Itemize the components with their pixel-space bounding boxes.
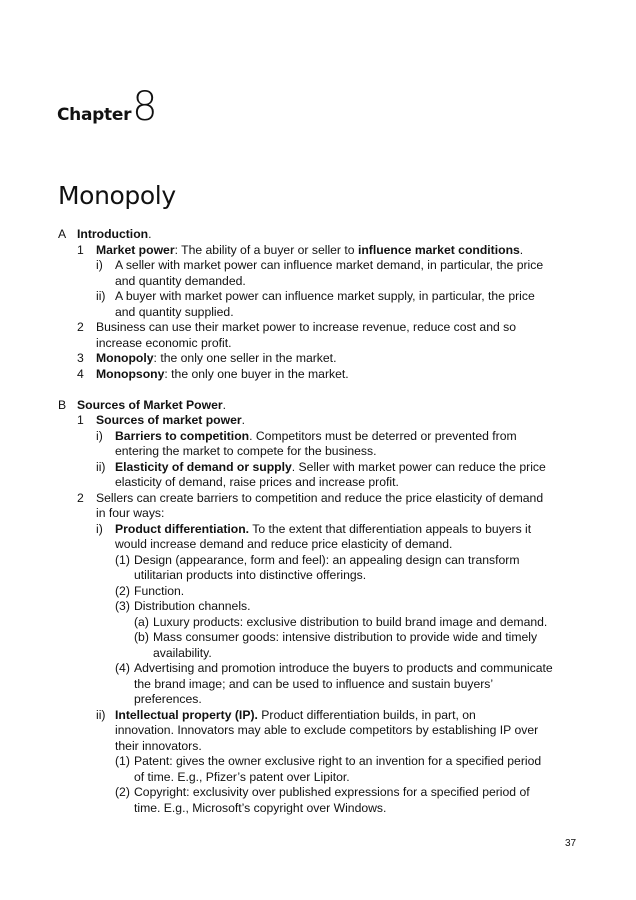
item-text: entering the market to compete for the business. xyxy=(115,444,377,458)
item-text: in four ways: xyxy=(96,506,165,520)
item-number: (2) xyxy=(115,583,130,598)
item-text: Copyright: exclusivity over published expressions for a specified period of xyxy=(134,785,530,799)
text-line xyxy=(0,506,636,522)
section-a-heading xyxy=(0,227,636,243)
page-title: Monopoly xyxy=(58,181,176,210)
list-item xyxy=(0,491,636,507)
list-item xyxy=(0,708,636,724)
text-line xyxy=(0,568,636,584)
section-title: Sources of Market Power xyxy=(77,397,223,412)
item-number: i) xyxy=(96,258,103,272)
item-number: 2 xyxy=(77,320,84,334)
list-item xyxy=(0,367,636,383)
item-number: ii) xyxy=(96,459,106,474)
text-line xyxy=(0,723,636,739)
term: Monopsony xyxy=(96,366,165,381)
bold-phrase: influence market conditions xyxy=(357,242,520,257)
text-line xyxy=(0,801,636,817)
item-text: the brand image; and can be used to influence and sustain buyers’ xyxy=(134,676,494,691)
item-number: 3 xyxy=(77,351,84,365)
item-text: Design (appearance, form and feel): an appealing design can transform xyxy=(134,552,520,567)
list-item xyxy=(0,661,636,677)
list-item xyxy=(0,429,636,445)
item-text: availability. xyxy=(153,645,212,660)
list-item xyxy=(0,615,636,631)
item-text: elasticity of demand, raise prices and increase profit. xyxy=(115,475,399,489)
section-label: A xyxy=(58,227,67,241)
document-body xyxy=(0,227,636,816)
item-text: . Competitors must be deterred or prevented from xyxy=(249,428,517,443)
text-line xyxy=(0,646,636,662)
item-text: and quantity supplied. xyxy=(115,304,234,319)
punctuation: . xyxy=(148,227,152,241)
item-number: i) xyxy=(96,521,103,536)
item-number: 4 xyxy=(77,366,84,381)
item-text: and quantity demanded. xyxy=(115,273,246,288)
text-line xyxy=(0,770,636,786)
page-number: 37 xyxy=(565,838,577,849)
list-item xyxy=(0,243,636,259)
term: Monopoly xyxy=(96,351,154,365)
punctuation: . xyxy=(222,397,227,412)
list-item xyxy=(0,351,636,367)
list-item xyxy=(0,599,636,615)
text-line xyxy=(0,739,636,755)
term: Intellectual property (IP). xyxy=(115,707,258,722)
item-text: : The ability of a buyer or seller to xyxy=(174,242,358,257)
item-text: Sellers can create barriers to competition and reduce the price elasticity of demand xyxy=(96,490,544,505)
item-text: Advertising and promotion introduce the buyers to products and communicate xyxy=(134,661,553,675)
term: Barriers to competition xyxy=(115,428,250,443)
item-number: (1) xyxy=(115,754,130,768)
item-text: : the only one buyer in the market. xyxy=(164,366,349,381)
term: Sources of market power xyxy=(96,413,242,427)
item-number: 1 xyxy=(77,413,84,427)
list-item xyxy=(0,289,636,305)
section-b-heading xyxy=(0,398,636,414)
term: Product differentiation. xyxy=(115,521,250,536)
item-number: (a) xyxy=(134,614,149,629)
list-item xyxy=(0,785,636,801)
text-line xyxy=(0,305,636,321)
item-text: A buyer with market power can influence market supply, in particular, the price xyxy=(115,289,535,303)
item-text: Distribution channels. xyxy=(134,599,251,613)
item-text: Business can use their market power to increase revenue, reduce cost and so xyxy=(96,320,517,334)
item-text: their innovators. xyxy=(115,738,202,753)
section-label: B xyxy=(58,397,67,412)
item-text: utilitarian products into distinctive offerings. xyxy=(134,568,367,582)
item-number: ii) xyxy=(96,289,106,303)
item-text: Patent: gives the owner exclusive right to an invention for a specified period xyxy=(134,754,542,768)
item-number: (b) xyxy=(134,630,149,644)
item-text: Product differentiation builds, in part, on xyxy=(257,707,476,722)
item-text: of time. E.g., Pfizer’s patent over Lipitor. xyxy=(134,769,350,784)
list-item xyxy=(0,413,636,429)
item-text: To the extent that differentiation appeals to buyers it xyxy=(249,521,532,536)
list-item xyxy=(0,630,636,646)
item-text: preferences. xyxy=(134,692,202,706)
list-item xyxy=(0,460,636,476)
list-item xyxy=(0,320,636,336)
item-text: time. E.g., Microsoft’s copyright over Windows. xyxy=(134,800,387,815)
item-number: (3) xyxy=(115,599,130,613)
item-number: 1 xyxy=(77,242,84,257)
item-text: Function. xyxy=(134,583,185,598)
list-item xyxy=(0,553,636,569)
term: Elasticity of demand or supply xyxy=(115,459,292,474)
term: Market power xyxy=(96,242,175,257)
text-line xyxy=(0,274,636,290)
list-item xyxy=(0,258,636,274)
punctuation: . xyxy=(519,242,524,257)
punctuation: . xyxy=(241,413,246,427)
chapter-number: 8 xyxy=(132,84,158,130)
spacer xyxy=(0,382,636,398)
text-line xyxy=(0,475,636,491)
item-number: (4) xyxy=(115,661,130,675)
item-text: Mass consumer goods: intensive distribution to provide wide and timely xyxy=(153,630,538,644)
text-line xyxy=(0,537,636,553)
chapter-heading xyxy=(57,84,158,130)
item-number: 2 xyxy=(77,490,84,505)
item-text: : the only one seller in the market. xyxy=(153,351,337,365)
item-number: ii) xyxy=(96,707,106,722)
item-text: would increase demand and reduce price elasticity of demand. xyxy=(115,537,453,551)
text-line xyxy=(0,336,636,352)
item-number: i) xyxy=(96,428,103,443)
list-item xyxy=(0,584,636,600)
section-title: Introduction xyxy=(77,227,149,241)
item-text: . Seller with market power can reduce the price xyxy=(291,459,546,474)
text-line xyxy=(0,677,636,693)
item-number: (2) xyxy=(115,785,130,799)
item-text: increase economic profit. xyxy=(96,335,232,350)
item-text: innovation. Innovators may able to exclude competitors by establishing IP over xyxy=(115,723,539,737)
text-line xyxy=(0,444,636,460)
text-line xyxy=(0,692,636,708)
chapter-word: Chapter xyxy=(57,105,132,125)
list-item xyxy=(0,754,636,770)
item-number: (1) xyxy=(115,552,130,567)
item-text: A seller with market power can influence market demand, in particular, the price xyxy=(115,258,544,272)
item-text: Luxury products: exclusive distribution to build brand image and demand. xyxy=(153,614,548,629)
list-item xyxy=(0,522,636,538)
